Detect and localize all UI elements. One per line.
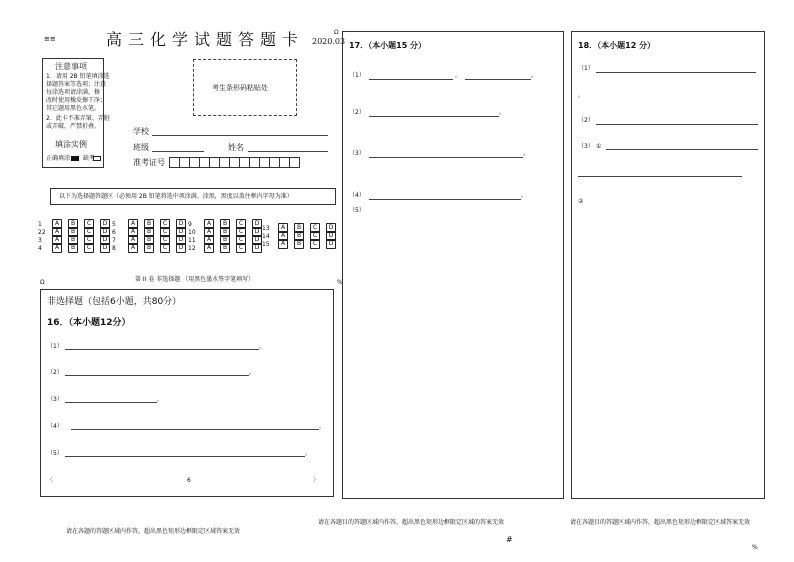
choice-bubble[interactable]: B bbox=[294, 231, 304, 241]
q16-title: 16．（本小题12分） bbox=[47, 318, 131, 328]
choice-bubble[interactable]: D bbox=[176, 227, 186, 237]
question-number: 10 bbox=[188, 229, 196, 236]
question-number: 13 bbox=[262, 225, 270, 232]
school-field[interactable] bbox=[152, 135, 328, 136]
choice-bubble[interactable]: D bbox=[100, 243, 110, 253]
choice-bubble[interactable]: D bbox=[176, 235, 186, 245]
name-label: 姓名 bbox=[228, 143, 244, 152]
notice-line: 择题答案等选项；注意 bbox=[46, 81, 107, 88]
choice-bubble[interactable]: C bbox=[236, 219, 246, 229]
footer-hash: # bbox=[506, 535, 513, 544]
q17-sep: ， bbox=[455, 72, 462, 79]
footer-corner: % bbox=[752, 544, 758, 551]
q17-title: 17．（本小题15 分） bbox=[349, 41, 427, 50]
page-title: 高三化学试题答题卡 bbox=[106, 30, 305, 49]
fill-absent-box[interactable] bbox=[93, 156, 101, 161]
q17-answer-line[interactable] bbox=[369, 79, 453, 80]
exam-id-label: 准考证号 bbox=[133, 158, 165, 167]
choice-bubble[interactable]: C bbox=[160, 219, 170, 229]
notice-line: 其它题用黑色水笔。 bbox=[46, 105, 101, 112]
q16-bottom-right: 〉 bbox=[313, 477, 320, 484]
q18-dot: 。 bbox=[578, 92, 585, 99]
q16-punct: ， bbox=[259, 343, 266, 350]
question-number: 4 bbox=[38, 245, 42, 252]
barcode-area bbox=[193, 59, 297, 116]
choice-bubble[interactable]: C bbox=[84, 227, 94, 237]
exam-id-grid[interactable] bbox=[169, 157, 299, 168]
notice-line: 每涂选项请涂满，修 bbox=[46, 89, 101, 96]
choice-row bbox=[204, 243, 268, 253]
footer-note-right: 请在各题目的答题区域内作答，超出黑色矩形边框限定区域答案无效 bbox=[570, 519, 751, 526]
choice-bubble[interactable]: C bbox=[84, 235, 94, 245]
footer-note-left: 请在各题的答题区域内作答，超出黑色矩形边框限定区域答案无效 bbox=[66, 528, 241, 535]
q18-answer-line[interactable] bbox=[596, 124, 758, 125]
question-number: 3 bbox=[38, 237, 42, 244]
choice-bubble[interactable]: D bbox=[176, 219, 186, 229]
corner-mark-right: Ω bbox=[334, 29, 339, 36]
choice-bubble[interactable]: B bbox=[220, 235, 230, 245]
choice-bubble[interactable]: C bbox=[236, 227, 246, 237]
section-title: 非选择题（包括6小题，共80分） bbox=[47, 297, 182, 307]
choice-bubble[interactable]: A bbox=[278, 239, 288, 249]
choice-bubble[interactable]: A bbox=[278, 223, 288, 233]
q17-answer-line[interactable] bbox=[369, 157, 523, 158]
class-field[interactable] bbox=[152, 151, 204, 152]
question-number: 8 bbox=[112, 245, 116, 252]
q16-answer-line[interactable] bbox=[65, 456, 305, 457]
q16-punct: 。 bbox=[249, 369, 256, 376]
q17-end: 。 bbox=[521, 192, 528, 199]
q16-answer-line[interactable] bbox=[65, 402, 157, 403]
choice-bubble[interactable]: D bbox=[326, 223, 336, 233]
q17-end: 。 bbox=[523, 150, 530, 157]
choice-bubble[interactable]: A bbox=[204, 227, 214, 237]
choice-bubble[interactable]: D bbox=[252, 219, 262, 229]
choice-bubble[interactable]: D bbox=[326, 239, 336, 249]
choice-bubble[interactable]: B bbox=[220, 219, 230, 229]
q17-item-label: （1） bbox=[349, 72, 365, 79]
q18-item-label: （1） bbox=[578, 65, 594, 72]
q17-end: 。 bbox=[499, 109, 506, 116]
school-label: 学校 bbox=[133, 127, 149, 136]
divider-left-mark: Ω bbox=[40, 279, 45, 286]
choice-bubble[interactable]: A bbox=[128, 235, 138, 245]
choice-bubble[interactable]: A bbox=[128, 243, 138, 253]
choice-bubble[interactable]: C bbox=[160, 235, 170, 245]
q16-item-label: （1） bbox=[47, 343, 63, 350]
choice-bubble[interactable]: A bbox=[278, 231, 288, 241]
q16-answer-line[interactable] bbox=[65, 375, 249, 376]
choice-bubble[interactable]: A bbox=[52, 219, 62, 229]
choice-instruction: 以下为选择题答题区（必须用 2B 铅笔将选中项涂满、涂黑，黑度以盖住框内字母为准） bbox=[59, 193, 293, 200]
choice-bubble[interactable]: B bbox=[144, 219, 154, 229]
notice-title: 注意事项 bbox=[55, 62, 87, 71]
question-number: 14 bbox=[262, 233, 270, 240]
choice-bubble[interactable]: B bbox=[220, 243, 230, 253]
choice-row bbox=[128, 243, 192, 253]
choice-bubble[interactable]: C bbox=[236, 235, 246, 245]
question-number: 15 bbox=[262, 241, 270, 248]
choice-bubble[interactable]: A bbox=[204, 243, 214, 253]
q16-punct: ， bbox=[319, 423, 326, 430]
class-label: 班级 bbox=[133, 143, 149, 152]
choice-row bbox=[52, 243, 116, 253]
fill-example-title: 填涂实例 bbox=[55, 140, 87, 149]
choice-bubble[interactable]: A bbox=[204, 235, 214, 245]
q17-answer-line[interactable] bbox=[369, 116, 499, 117]
q16-bottom-mid: 6 bbox=[187, 477, 191, 484]
choice-bubble[interactable]: B bbox=[144, 243, 154, 253]
divider-right-mark: % bbox=[337, 279, 343, 286]
q18-answer-line[interactable] bbox=[578, 176, 742, 177]
choice-bubble[interactable]: B bbox=[68, 235, 78, 245]
choice-bubble[interactable]: A bbox=[128, 227, 138, 237]
notice-box bbox=[42, 58, 110, 168]
choice-bubble[interactable]: B bbox=[220, 227, 230, 237]
q16-answer-line[interactable] bbox=[65, 349, 259, 350]
q18-item-label: （2） bbox=[578, 117, 594, 124]
barcode-label: 考生条形码粘贴处 bbox=[212, 84, 268, 92]
question-number: 22 bbox=[38, 229, 46, 236]
choice-bubble[interactable]: B bbox=[144, 227, 154, 237]
q18-circled-2: ② bbox=[578, 198, 584, 205]
choice-instruction-box bbox=[50, 188, 336, 205]
notice-line: 1．请用 2B 铅笔填涂选 bbox=[46, 73, 110, 80]
choice-bubble[interactable]: D bbox=[326, 231, 336, 241]
q17-item-label: （4） bbox=[349, 192, 365, 199]
notice-line: 改时使用橡皮擦干净； bbox=[46, 97, 107, 104]
choice-bubble[interactable]: B bbox=[68, 219, 78, 229]
q16-item-label: （4） bbox=[47, 423, 63, 430]
choice-bubble[interactable]: B bbox=[68, 227, 78, 237]
q17-answer-line[interactable] bbox=[369, 199, 521, 200]
choice-bubble[interactable]: D bbox=[252, 235, 262, 245]
question-number: 1 bbox=[38, 221, 42, 228]
exam-date: 2020.03 bbox=[312, 37, 346, 46]
q18-answer-line[interactable] bbox=[596, 72, 756, 73]
choice-bubble[interactable]: C bbox=[84, 219, 94, 229]
q17-item-label: （3） bbox=[349, 150, 365, 157]
choice-bubble[interactable]: D bbox=[176, 243, 186, 253]
choice-bubble[interactable]: B bbox=[68, 243, 78, 253]
choice-bubble[interactable]: D bbox=[252, 227, 262, 237]
choice-bubble[interactable]: C bbox=[310, 223, 320, 233]
corner-mark: ≌≌ bbox=[44, 35, 56, 43]
q16-item-label: （2） bbox=[47, 369, 63, 376]
choice-bubble[interactable]: D bbox=[100, 219, 110, 229]
fill-correct-label: 正确填涂 bbox=[46, 155, 71, 162]
q16-bottom-left: 〈 bbox=[47, 477, 54, 484]
q18-item-label: （3） bbox=[578, 143, 594, 150]
question-number: 5 bbox=[112, 221, 116, 228]
q16-answer-line[interactable] bbox=[71, 429, 319, 430]
q16-item-label: （5） bbox=[47, 450, 63, 457]
fill-absent-label: 缺考 bbox=[83, 155, 96, 162]
footer-note-mid: 请在各题目的答题区域内作答，超出黑色矩形边框限定区域的答案无效 bbox=[318, 519, 505, 526]
choice-bubble[interactable]: A bbox=[128, 219, 138, 229]
q17-item-label: （5） bbox=[349, 207, 365, 214]
question-number: 11 bbox=[188, 237, 196, 244]
notice-line: 或弄破，严禁折叠。 bbox=[46, 123, 101, 130]
choice-bubble[interactable]: C bbox=[84, 243, 94, 253]
choice-bubble[interactable]: A bbox=[204, 219, 214, 229]
question-number: 9 bbox=[188, 221, 192, 228]
choice-bubble[interactable]: C bbox=[236, 243, 246, 253]
q16-item-label: （3） bbox=[47, 396, 63, 403]
q17-end: 。 bbox=[531, 72, 538, 79]
fill-correct-mark bbox=[71, 156, 79, 161]
choice-bubble[interactable]: D bbox=[100, 227, 110, 237]
q17-answer-box bbox=[342, 31, 564, 499]
q16-answer-box bbox=[40, 289, 334, 497]
choice-bubble[interactable]: C bbox=[310, 239, 320, 249]
choice-bubble[interactable]: C bbox=[310, 231, 320, 241]
notice-line: 2．此卡不准弄皱、弄脏 bbox=[46, 115, 110, 122]
choice-bubble[interactable]: B bbox=[294, 223, 304, 233]
choice-bubble[interactable]: B bbox=[294, 239, 304, 249]
q18-answer-box bbox=[571, 31, 765, 499]
choice-bubble[interactable]: A bbox=[52, 243, 62, 253]
question-number: 12 bbox=[188, 245, 196, 252]
choice-row bbox=[278, 239, 342, 249]
q18-answer-line[interactable] bbox=[606, 149, 758, 150]
question-number: 7 bbox=[112, 237, 116, 244]
question-number: 6 bbox=[112, 229, 116, 236]
q17-answer-line[interactable] bbox=[465, 79, 531, 80]
choice-bubble[interactable]: C bbox=[160, 227, 170, 237]
choice-bubble[interactable]: A bbox=[52, 227, 62, 237]
choice-bubble[interactable]: B bbox=[144, 235, 154, 245]
part2-divider-text: 第 II 卷 非选择题 （用黑色墨水签字笔填写） bbox=[135, 276, 255, 283]
choice-bubble[interactable]: D bbox=[252, 243, 262, 253]
choice-bubble[interactable]: C bbox=[160, 243, 170, 253]
q18-circled-1: ① bbox=[596, 143, 602, 150]
q17-item-label: （2） bbox=[349, 109, 365, 116]
q18-title: 18．（本小题12 分） bbox=[578, 41, 656, 50]
name-field[interactable] bbox=[248, 151, 328, 152]
q16-punct: ， bbox=[157, 396, 164, 403]
choice-bubble[interactable]: A bbox=[52, 235, 62, 245]
q16-punct: 。 bbox=[305, 450, 312, 457]
choice-bubble[interactable]: D bbox=[100, 235, 110, 245]
